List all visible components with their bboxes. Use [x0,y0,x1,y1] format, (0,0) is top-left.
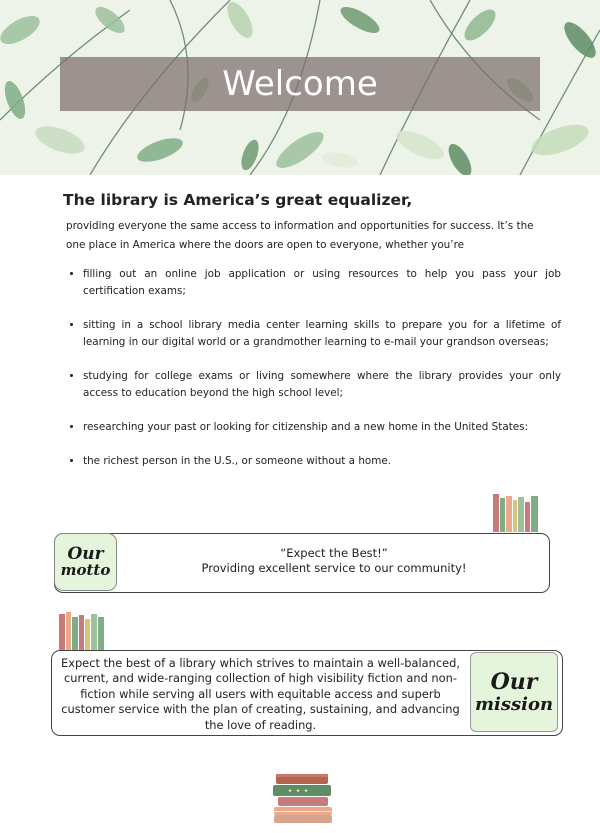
page-title: Welcome [222,64,378,104]
motto-text [120,546,548,576]
books-upright-icon [492,494,540,532]
leaf-banner [0,0,600,175]
list-item: • studying for college exams or living somewhere where the library provides your only access to education beyond the high school level; [83,368,561,402]
title-box [60,57,540,111]
motto-statement: Providing excellent service to our community! [201,561,467,575]
list-item: • filling out an online job application or using resources to help you pass your job certification exams; [83,266,561,300]
section-heading: The library is America’s great equalizer, [63,191,413,209]
mission-label-line2: mission [474,693,554,715]
motto-quote: “Expect the Best!” [280,546,388,560]
bullet-list [66,266,561,470]
books-upright-icon [58,612,106,650]
books-stack-icon [270,772,336,824]
list-item: • the richest person in the U.S., or someone without a home. [83,453,561,470]
mission-label-line1: Our [490,668,538,695]
mission-text: Expect the best of a library which strives to maintain a well-balanced, current, and wide-ranging collection of high visibility fiction and non-fiction while serving all users with equitable access and superb customer service with the plan of creating, sustaining, and advancing the love of reading. [61,656,460,732]
mission-label [470,652,558,732]
intro-paragraph: providing everyone the same access to information and opportunities for success. It’s the one place in America where the doors are open to everyone, whether you’re [66,220,534,251]
motto-label-line1: Our [67,544,104,564]
motto-label [54,533,117,591]
list-item: • researching your past or looking for citizenship and a new home in the United States: [83,419,561,436]
motto-label-line2: motto [60,561,111,579]
list-item: • sitting in a school library media center learning skills to prepare you for a lifetime of learning in our digital world or a grandmother learning to e-mail your grandson overseas; [83,317,561,351]
